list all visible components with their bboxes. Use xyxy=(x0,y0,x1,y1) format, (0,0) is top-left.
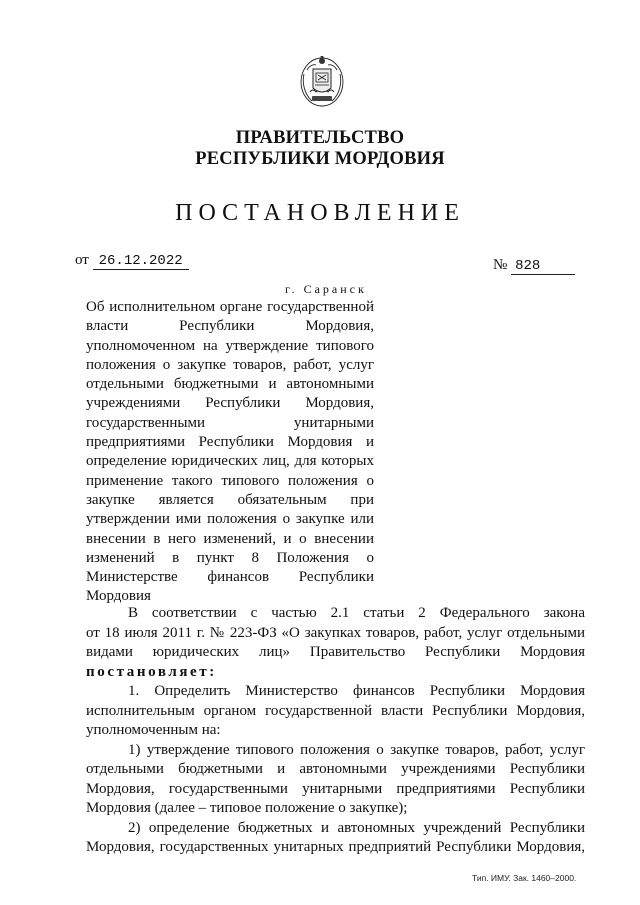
date-field xyxy=(75,252,189,270)
title-line: Об исполнительном органе государственной xyxy=(86,299,374,315)
date-value: 26.12.2022 xyxy=(93,253,189,270)
title-line: утверждении ими положения о закупке или xyxy=(86,511,374,528)
body-line: уполномоченным на: xyxy=(86,722,221,738)
document-body xyxy=(86,604,585,858)
title-line: власти Республики Мордовия, xyxy=(86,318,374,335)
body-line: 2) определение бюджетных и автономных учреждений Республики xyxy=(128,819,585,836)
body-line: В соответствии с частью 2.1 статьи 2 Федерального закона xyxy=(128,605,585,621)
body-line: 1. Определить Министерство финансов Республики Мордовия xyxy=(128,683,585,699)
title-line: предприятиями Республики Мордовия и xyxy=(86,434,374,451)
document-title xyxy=(86,298,374,607)
body-line: Мордовия, государственных унитарных предприятий Республики Мордовия, xyxy=(86,839,585,855)
body-line: 1) утверждение типового положения о закупке товаров, работ, услуг xyxy=(128,741,585,758)
print-info: Тип. ИМУ. Зак. 1460–2000. xyxy=(472,873,577,883)
title-line: закупке является обязательным при xyxy=(86,491,374,508)
number-field xyxy=(493,257,575,275)
title-line: отдельными бюджетными и автономными xyxy=(86,376,374,393)
title-line: определение юридических лиц, для которых xyxy=(86,453,374,470)
city: г. Саранск xyxy=(285,282,367,296)
body-line: Мордовия, государственными унитарными предприятиями Республики xyxy=(86,780,585,797)
title-line: уполномоченном на утверждение типового xyxy=(86,337,374,354)
body-line: от 18 июля 2011 г. № 223-ФЗ «О закупках товаров, работ, услуг отдельными xyxy=(86,624,585,641)
title-line: государственными унитарными xyxy=(86,414,374,431)
title-line: учреждениями Республики Мордовия, xyxy=(86,395,374,412)
body-line: отдельными бюджетными и автономными учреждениями Республики xyxy=(86,761,585,777)
organization-name-line1: ПРАВИТЕЛЬСТВО xyxy=(235,128,405,148)
title-line: положения о закупке товаров, работ, услуг xyxy=(86,356,374,373)
organization-name-line2: РЕСПУБЛИКИ МОРДОВИЯ xyxy=(195,149,445,169)
title-line: внесении в него изменений, и о внесении xyxy=(86,530,374,547)
number-value: 828 xyxy=(511,258,575,275)
document-type: ПОСТАНОВЛЕНИЕ xyxy=(175,200,465,226)
title-line: Мордовия xyxy=(86,588,151,605)
body-line: исполнительным органом государственной власти Республики Мордовия, xyxy=(86,702,585,719)
resolution-word: постановляет: xyxy=(86,663,217,680)
title-line: изменений в пункт 8 Положения о xyxy=(86,549,374,566)
coat-of-arms-icon xyxy=(298,52,346,108)
title-line: Министерстве финансов Республики xyxy=(86,569,374,586)
body-line: видами юридических лиц» Правительство Республики Мордовия xyxy=(86,644,585,660)
title-line: применение такого типового положения о xyxy=(86,472,374,489)
number-prefix: № xyxy=(493,257,508,273)
date-prefix: от xyxy=(75,252,89,268)
body-line: Мордовия (далее – типовое положение о закупке); xyxy=(86,800,408,816)
